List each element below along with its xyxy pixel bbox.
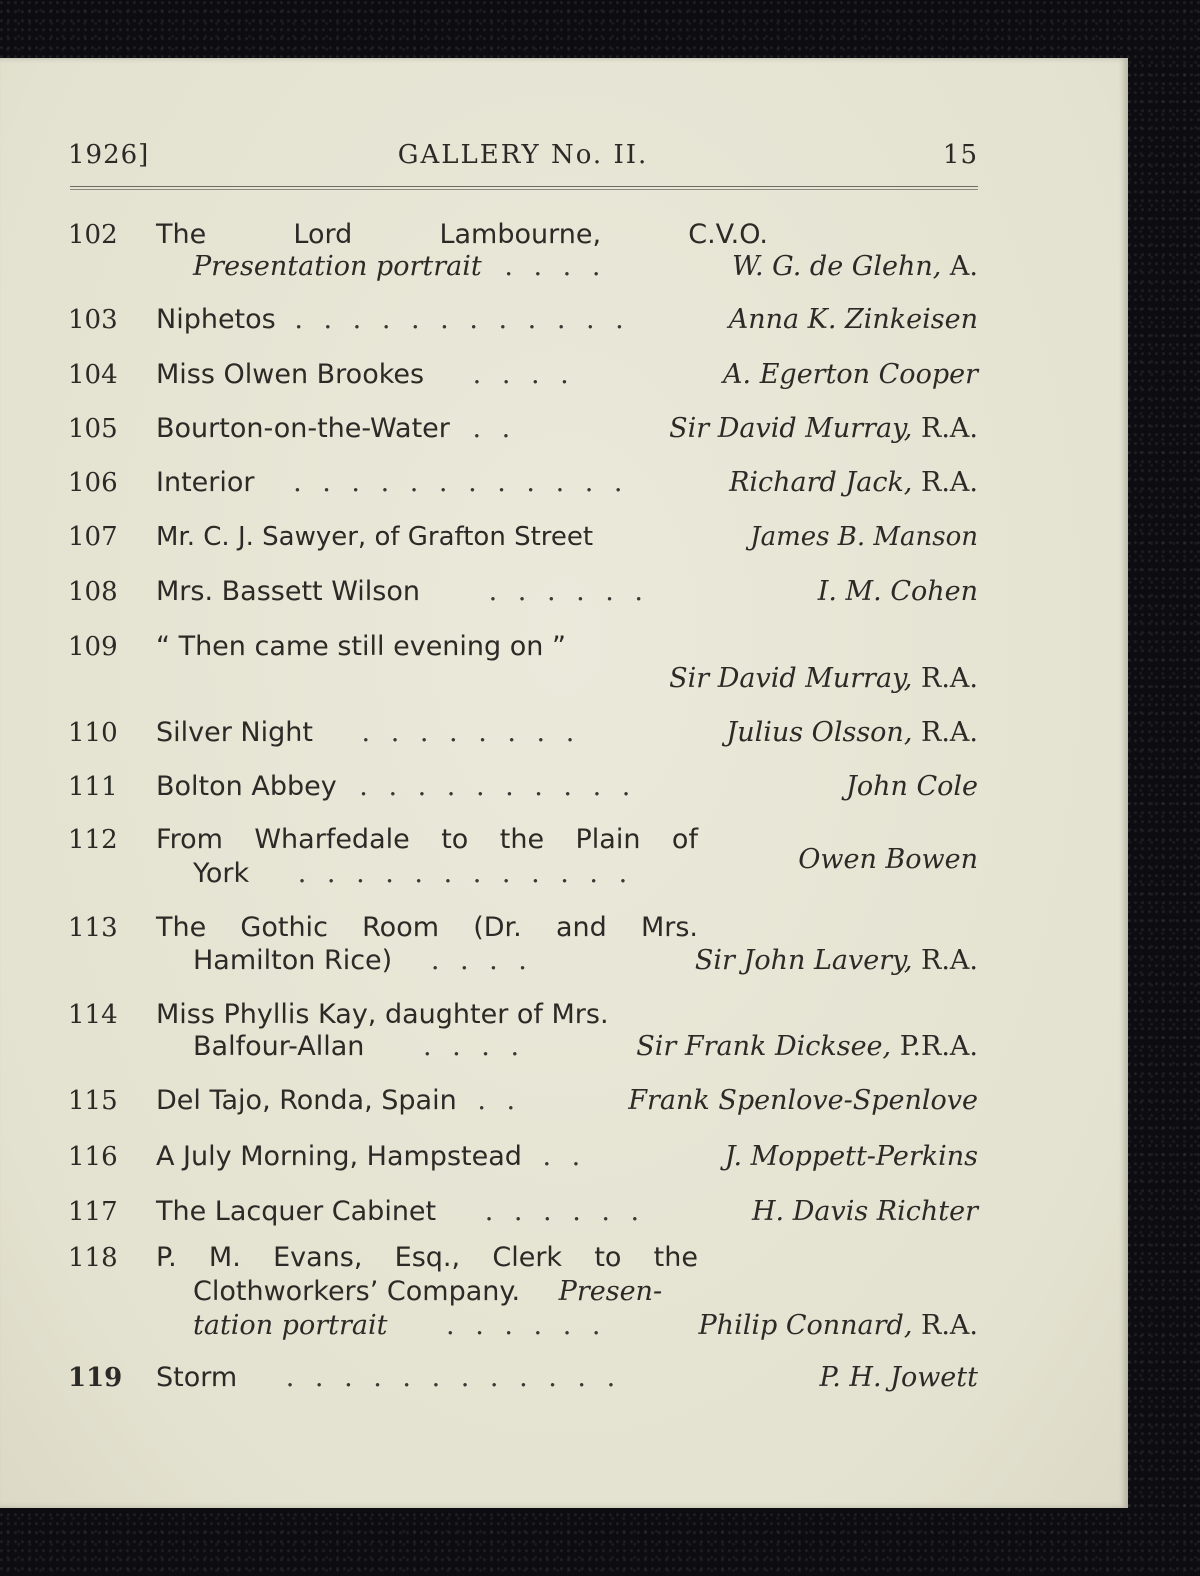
artist-honor: R.A. (921, 663, 978, 694)
entry-subtitle-line (156, 944, 978, 978)
title-word: From (156, 824, 223, 855)
leader-dots: . . . . . . (446, 1310, 607, 1341)
entry-number: 110 (68, 718, 118, 748)
entry-artist (636, 1030, 978, 1064)
entry-line (156, 466, 978, 500)
entry-number: 115 (68, 1086, 118, 1116)
entry-line (156, 575, 978, 609)
artist-honor: R.A. (921, 945, 978, 976)
artist-name: W. G. de Glehn, (731, 251, 942, 282)
leader-dots: . . (472, 413, 517, 444)
entry-subtitle: Presentation portrait (193, 251, 482, 282)
artist-honor: R.A. (921, 717, 978, 748)
entry-number: 102 (68, 220, 118, 250)
entry-title: Mrs. Bassett Wilson (156, 576, 421, 607)
entry-line (156, 770, 978, 804)
entry-subtitle-line (156, 1030, 978, 1064)
header-rule-double (70, 189, 978, 190)
entry-artist: Owen Bowen (798, 844, 978, 875)
leader-dots: . . . . . . . . . . . . (285, 1362, 622, 1393)
title-word: Esq., (394, 1242, 461, 1273)
entry-title (156, 1241, 978, 1275)
artist-name: Philip Connard, (698, 1310, 913, 1341)
entry-line (156, 1084, 978, 1118)
artist-name: Richard Jack, (729, 467, 913, 498)
entry-artist (699, 1309, 978, 1343)
title-word: Room (362, 912, 440, 943)
entry-title (156, 911, 978, 945)
artist-name: Sir Frank Dicksee, (636, 1031, 892, 1062)
entry-artist (695, 944, 978, 978)
entry-title: Bourton-on-the-Water (156, 413, 450, 444)
entry-number: 109 (68, 632, 118, 662)
entry-number: 119 (68, 1363, 123, 1393)
artist-name: Sir John Lavery, (694, 945, 913, 976)
entry-number: 107 (68, 522, 118, 552)
entry-subtitle: Hamilton Rice) (193, 945, 393, 976)
leader-dots: . . . . . . . . . . . . (297, 858, 634, 889)
artist-honor: A. (949, 251, 978, 282)
entry-artist: H. Davis Richter (752, 1196, 978, 1227)
entry-artist (726, 716, 978, 750)
entry-artist: Anna K. Zinkeisen (728, 304, 978, 335)
entry-artist: Frank Spenlove-Spenlove (628, 1085, 978, 1116)
entry-title-line-2-italic: Presen- (558, 1276, 663, 1307)
title-word: the (653, 1242, 698, 1273)
entry-artist (669, 412, 978, 446)
leader-dots: . . . . . . . . . . . . (293, 467, 629, 498)
entry-subtitle: Balfour-Allan (193, 1031, 365, 1062)
leader-dots: . . . . (422, 1031, 526, 1062)
title-word: to (594, 1242, 622, 1273)
entry-line (156, 1140, 978, 1174)
entry-artist: I. M. Cohen (817, 576, 978, 607)
entry-title: “ Then came still evening on ” (156, 631, 566, 662)
entry-line (156, 716, 978, 750)
catalogue-page (0, 58, 1128, 1508)
entry-title: The Lacquer Cabinet (156, 1196, 437, 1227)
title-word: Clerk (492, 1242, 563, 1273)
entry-subtitle: York (193, 858, 250, 889)
entry-artist: James B. Manson (750, 522, 978, 552)
entry-line (156, 630, 978, 664)
leader-dots: . . . . (472, 359, 575, 390)
artist-name: Julius Olsson, (726, 717, 913, 748)
leader-dots: . . (542, 1141, 587, 1172)
artist-name: Sir David Murray, (669, 413, 913, 444)
title-word: (Dr. (473, 912, 522, 943)
entry-title (156, 218, 978, 252)
entry-number: 111 (68, 772, 118, 802)
entry-title: Interior (156, 467, 255, 498)
title-word: Gothic (240, 912, 328, 943)
header-gallery-title: GALLERY No. II. (397, 140, 649, 170)
leader-dots: . . . . . . (484, 1196, 646, 1227)
leader-dots: . . . . . . . . . . . . (294, 304, 630, 335)
entry-number: 104 (68, 360, 118, 390)
entry-artist (729, 466, 978, 500)
leader-dots: . . . . (430, 945, 533, 976)
entry-artist: P. H. Jowett (819, 1362, 978, 1393)
title-word: M. (208, 1242, 241, 1273)
title-word: Lambourne, (439, 219, 602, 250)
leader-dots: . . . . (504, 251, 607, 282)
entry-line-3 (156, 1309, 978, 1343)
leader-dots: . . . . . . . . . . (359, 771, 637, 802)
entry-line (156, 1361, 978, 1395)
entry-artist: J. Moppett-Perkins (724, 1141, 978, 1172)
entry-artist: John Cole (846, 771, 978, 802)
entry-title: Mr. C. J. Sawyer, of Grafton Street (156, 522, 594, 552)
entry-title: Niphetos (156, 304, 276, 335)
entry-number: 112 (68, 825, 118, 855)
entry-artist-line (156, 662, 978, 696)
entry-title-line-2: Clothworkers’ Company. (193, 1276, 521, 1307)
entry-number: 113 (68, 913, 118, 943)
entry-artist: A. Egerton Cooper (723, 359, 978, 390)
entry-line (156, 412, 978, 446)
title-word: C.V.O. (688, 219, 768, 250)
entry-number: 105 (68, 414, 118, 444)
entry-number: 118 (68, 1243, 118, 1273)
header-page-number: 15 (942, 140, 978, 170)
entry-subtitle-line (156, 250, 978, 284)
leader-dots: . . . . . . . . (361, 717, 581, 748)
entry-number: 106 (68, 468, 118, 498)
title-word: Lord (293, 219, 353, 250)
title-word: to (441, 824, 469, 855)
title-word: the (499, 824, 545, 855)
entry-number: 116 (68, 1142, 118, 1172)
entry-number: 117 (68, 1197, 118, 1227)
entry-title: Miss Olwen Brookes (156, 359, 425, 390)
leader-dots: . . (477, 1085, 522, 1116)
entry-title: Bolton Abbey (156, 771, 337, 802)
entry-line (156, 998, 978, 1032)
title-word: P. (156, 1242, 177, 1273)
title-word: Evans, (273, 1242, 363, 1273)
header-rule (70, 186, 978, 187)
title-word: The (156, 219, 207, 250)
entry-number: 103 (68, 305, 118, 335)
title-word: Mrs. (640, 912, 698, 943)
title-word: The (156, 912, 207, 943)
entry-line (156, 303, 978, 337)
entry-artist (669, 662, 978, 696)
entry-line-2 (156, 1275, 978, 1309)
entry-artist-line (156, 843, 978, 877)
entry-number: 108 (68, 577, 118, 607)
entry-line (156, 520, 978, 554)
entry-line (156, 1195, 978, 1229)
artist-honor: R.A. (921, 1310, 978, 1341)
entry-title: A July Morning, Hampstead (156, 1141, 522, 1172)
artist-name: Sir David Murray, (669, 663, 913, 694)
artist-honor: R.A. (921, 467, 978, 498)
running-header (68, 140, 978, 180)
title-word: Plain (575, 824, 641, 855)
entry-title-line-3: tation portrait (193, 1310, 388, 1341)
entry-title: Del Tajo, Ronda, Spain (156, 1085, 457, 1116)
entry-title: Miss Phyllis Kay, daughter of Mrs. (156, 999, 609, 1030)
entry-artist (732, 250, 978, 284)
title-word: Wharfedale (254, 824, 410, 855)
title-word: and (555, 912, 607, 943)
entry-title: Storm (156, 1362, 238, 1393)
artist-honor: P.R.A. (899, 1031, 978, 1062)
header-year: 1926] (68, 140, 150, 170)
entry-number: 114 (68, 1000, 118, 1030)
leader-dots: . . . . . . (488, 576, 650, 607)
entry-title: Silver Night (156, 717, 313, 748)
title-word: of (671, 824, 698, 855)
entry-line (156, 358, 978, 392)
artist-honor: R.A. (921, 413, 978, 444)
